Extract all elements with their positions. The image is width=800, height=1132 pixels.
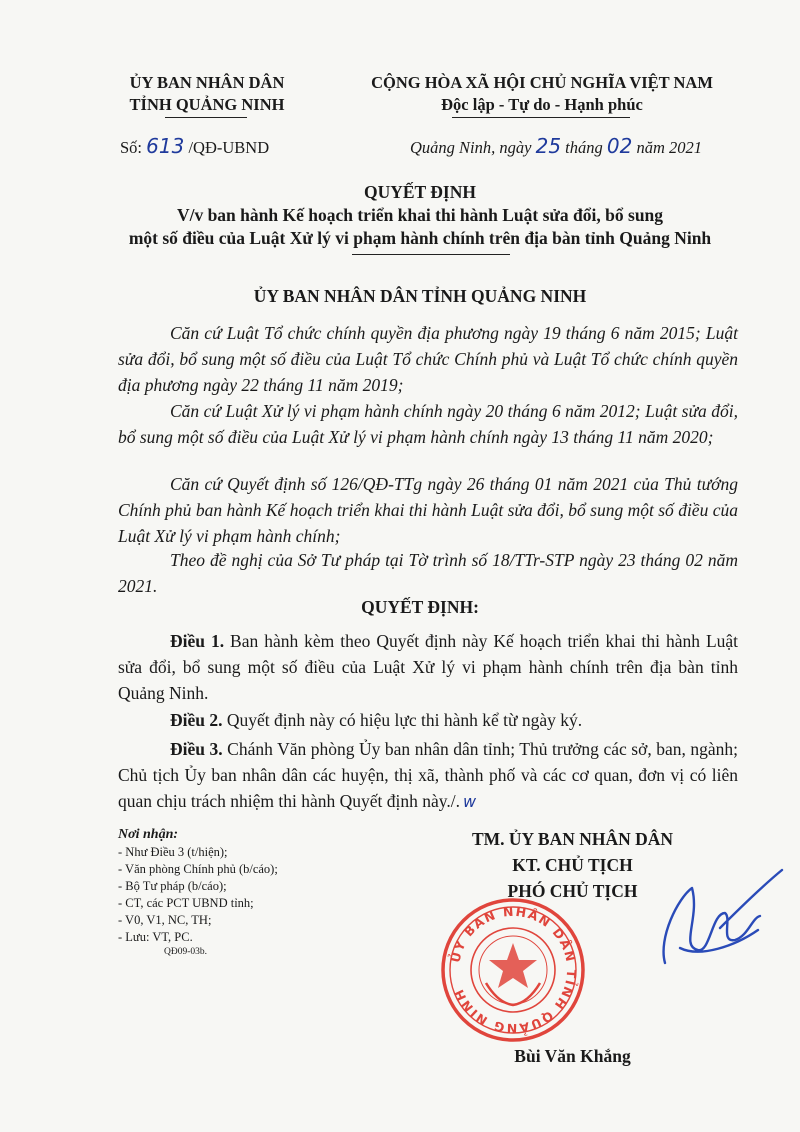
article-2-label: Điều 2. bbox=[170, 710, 223, 730]
handwritten-signature bbox=[560, 858, 790, 988]
article-3 bbox=[118, 736, 738, 815]
preamble-3: Căn cứ Quyết định số 126/QĐ-TTg ngày 26 tháng 01 năm 2021 của Thủ tướng Chính phủ ban hành Kế hoạch triển khai thi hành Luật sửa đổi, bổ sung một số điều của Luật Xử lý vi phạm hành chính; bbox=[118, 474, 738, 546]
issuing-body bbox=[108, 72, 306, 116]
country-name: CỘNG HÒA XÃ HỘI CHỦ NGHĨA VIỆT NAM bbox=[371, 73, 713, 92]
preamble-1: Căn cứ Luật Tổ chức chính quyền địa phương ngày 19 tháng 6 năm 2015; Luật sửa đổi, bổ sung một số điều của Luật Tổ chức Chính phủ và Luật Tổ chức chính quyền địa phương ngày 22 tháng 11 năm 2019; bbox=[118, 323, 738, 395]
title-heading: QUYẾT ĐỊNH bbox=[364, 182, 476, 202]
recipient-item: - V0, V1, NC, TH; bbox=[118, 913, 212, 927]
handwritten-number: 613 bbox=[146, 134, 185, 158]
motto: Độc lập - Tự do - Hạnh phúc bbox=[441, 95, 643, 114]
number-suffix: /QĐ-UBND bbox=[188, 138, 270, 157]
number-prefix: Số: bbox=[120, 138, 143, 157]
article-1-text: Ban hành kèm theo Quyết định này Kế hoạch triển khai thi hành Luật sửa đổi, bổ sung một số điều của Luật Xử lý vi phạm hành chính trên địa bàn tỉnh Quảng Ninh. bbox=[118, 631, 739, 703]
recipient-item: - Lưu: VT, PC. bbox=[118, 930, 193, 944]
subject-line-2: một số điều của Luật Xử lý vi phạm hành chính trên địa bàn tỉnh Quảng Ninh bbox=[128, 228, 712, 248]
signature-line-1: TM. ỦY BAN NHÂN DÂN bbox=[471, 829, 674, 849]
seal-wreath bbox=[486, 983, 540, 1005]
article-1-label: Điều 1. bbox=[170, 631, 225, 651]
preamble-4: Theo đề nghị của Sở Tư pháp tại Tờ trình số 18/TTr-STP ngày 23 tháng 02 năm 2021. bbox=[118, 550, 738, 596]
article-2 bbox=[118, 707, 738, 733]
document-date bbox=[410, 134, 702, 160]
date-prefix: Quảng Ninh, ngày bbox=[410, 138, 532, 157]
recipient-item: - Như Điều 3 (t/hiện); bbox=[118, 845, 228, 859]
motto-underline bbox=[452, 117, 630, 118]
authority-heading: ỦY BAN NHÂN DÂN TỈNH QUẢNG NINH bbox=[253, 286, 587, 306]
subject-line-1: V/v ban hành Kế hoạch triển khai thi hành Luật sửa đổi, bổ sung bbox=[176, 205, 664, 225]
handwritten-initial: w bbox=[462, 792, 477, 811]
signer-name: Bùi Văn Khắng bbox=[514, 1046, 631, 1066]
decision-title bbox=[100, 181, 740, 250]
date-mid: tháng bbox=[565, 138, 603, 157]
handwritten-month: 02 bbox=[606, 134, 633, 158]
signature-line-2: KT. CHỦ TỊCH bbox=[512, 855, 633, 875]
recipients-title: Nơi nhận: bbox=[118, 827, 179, 842]
form-code: QĐ09-03b. bbox=[164, 947, 208, 957]
article-3-text: Chánh Văn phòng Ủy ban nhân dân tỉnh; Thủ trưởng các sở, ban, ngành; Chủ tịch Ủy ban nhân dân các huyện, thị xã, thành phố và các cơ quan, đơn vị có liên quan chịu trách nhiệm thi hành Quyết định này./. bbox=[118, 739, 739, 811]
issuing-body-line2: TỈNH QUẢNG NINH bbox=[129, 95, 285, 114]
seal-text: ỦY BAN NHÂN DÂN TỈNH QUẢNG NINH bbox=[447, 903, 580, 1037]
title-underline bbox=[352, 254, 510, 255]
issuing-body-line1: ỦY BAN NHÂN DÂN bbox=[129, 73, 285, 92]
signature-line-3: PHÓ CHỦ TỊCH bbox=[507, 881, 638, 901]
article-2-text: Quyết định này có hiệu lực thi hành kể từ ngày ký. bbox=[222, 710, 583, 730]
national-motto bbox=[348, 72, 736, 116]
recipient-item: - CT, các PCT UBND tỉnh; bbox=[118, 896, 254, 910]
date-suffix: năm 2021 bbox=[636, 138, 703, 157]
article-1 bbox=[118, 628, 738, 706]
recipient-item: - Văn phòng Chính phủ (b/cáo); bbox=[118, 862, 278, 876]
article-3-label: Điều 3. bbox=[170, 739, 223, 759]
decision-heading: QUYẾT ĐỊNH: bbox=[361, 597, 479, 617]
recipients bbox=[118, 826, 278, 958]
issuing-body-underline bbox=[165, 117, 247, 118]
document-number bbox=[120, 134, 269, 160]
handwritten-day: 25 bbox=[535, 134, 562, 158]
recipient-item: - Bộ Tư pháp (b/cáo); bbox=[118, 879, 227, 893]
preamble-2: Căn cứ Luật Xử lý vi phạm hành chính ngày 20 tháng 6 năm 2012; Luật sửa đổi, bổ sung một số điều của Luật Xử lý vi phạm hành chính ngày 13 tháng 11 năm 2020; bbox=[118, 401, 738, 447]
seal-star bbox=[489, 943, 537, 988]
